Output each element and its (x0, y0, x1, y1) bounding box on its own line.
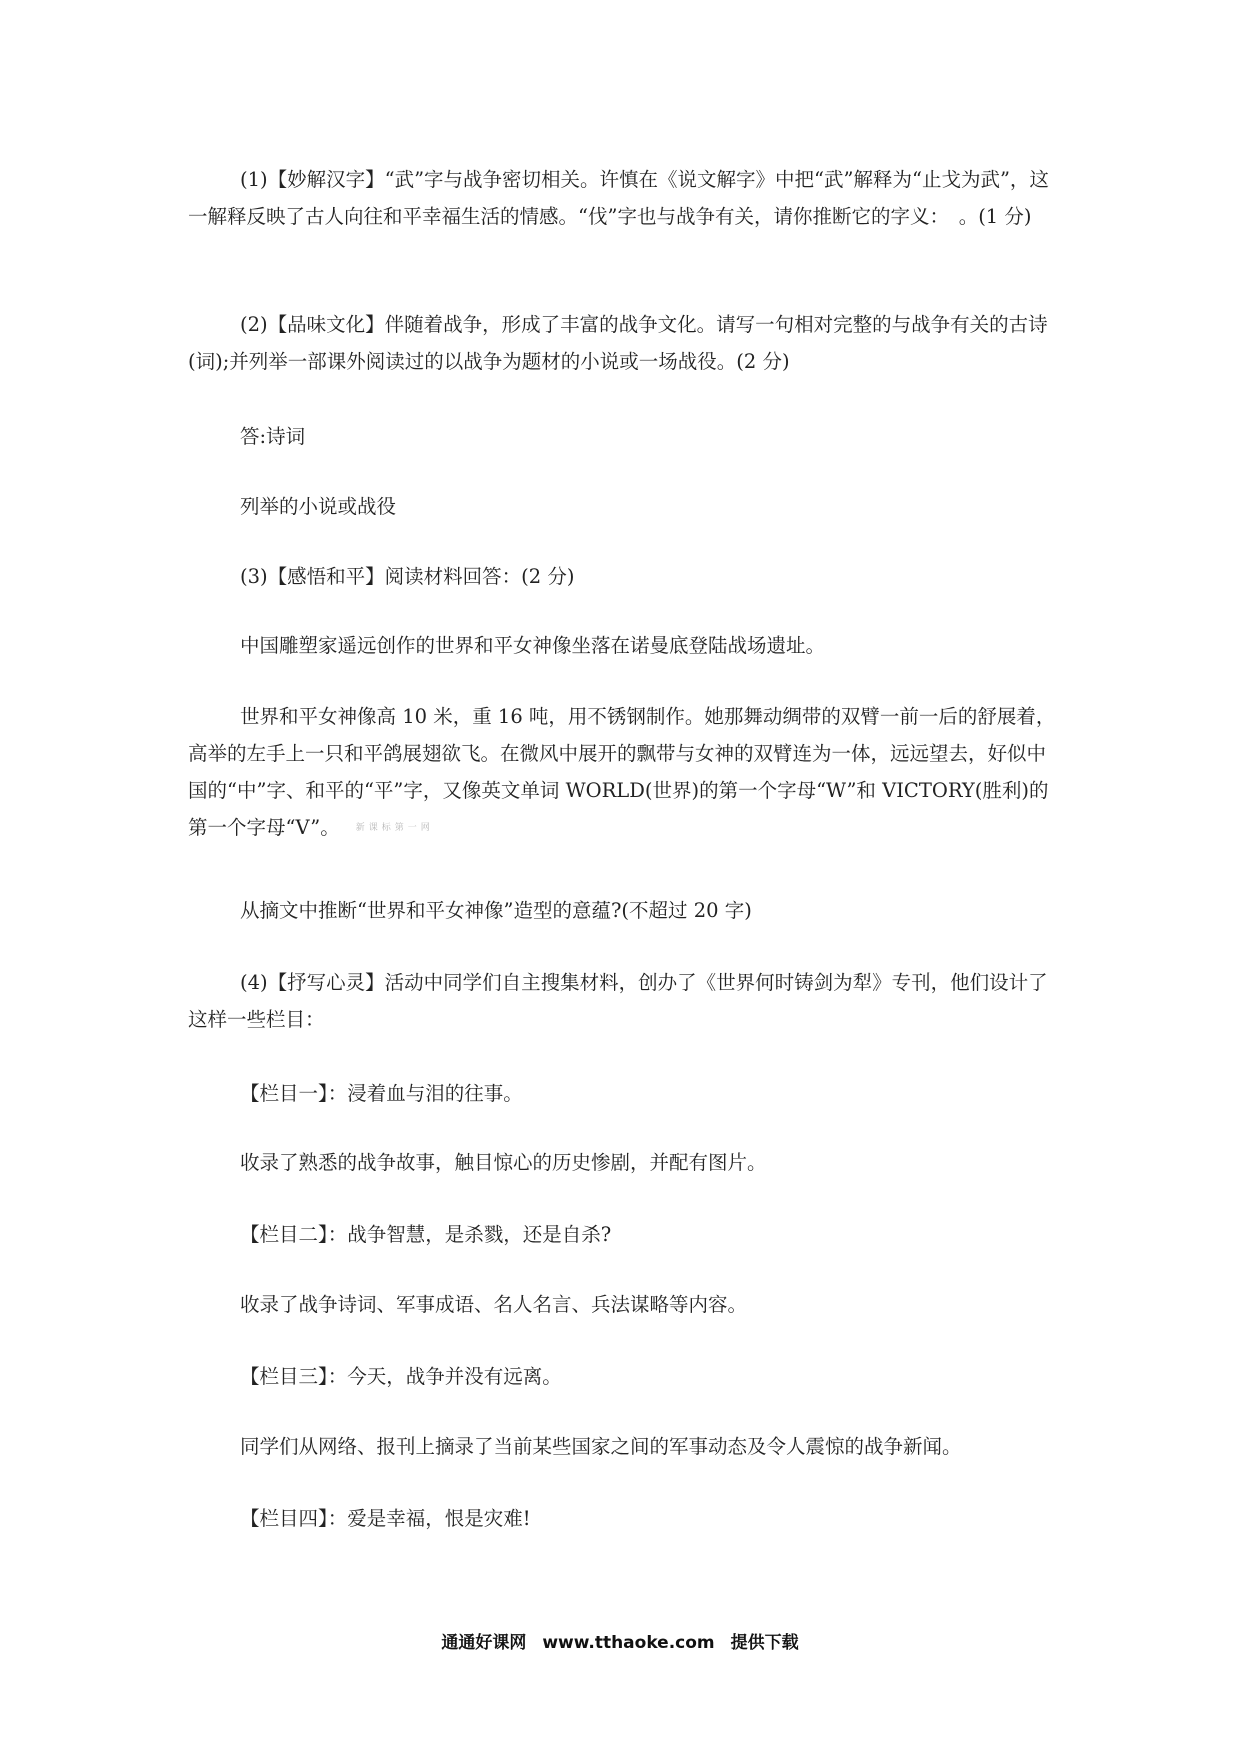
column-3-description: 同学们从网络、报刊上摘录了当前某些国家之间的军事动态及令人震惊的战争新闻。 (240, 1435, 962, 1458)
answer-novel-line: 列举的小说或战役 (240, 495, 397, 518)
footer-suffix: 提供下载 (730, 1633, 799, 1653)
column-2-title: 【栏目二】：战争智慧，是杀戮，还是自杀? (240, 1223, 612, 1246)
page-footer (0, 1628, 1240, 1653)
question-3: (3)【感悟和平】阅读材料回答：(2 分) (240, 565, 575, 588)
watermark-text: 新课标第一网 (355, 823, 434, 833)
question-4: (4)【抒写心灵】活动中同学们自主搜集材料，创办了《世界何时铸剑为犁》专刊，他们设计了这样一些栏目： (188, 971, 1048, 1031)
question-3-prompt: 从摘文中推断“世界和平女神像”造型的意蕴?(不超过 20 字) (240, 899, 752, 922)
answer-poem-line: 答:诗词 (240, 425, 306, 448)
question-2: (2)【品味文化】伴随着战争，形成了丰富的战争文化。请写一句相对完整的与战争有关的古诗(词);并列举一部课外阅读过的以战争为题材的小说或一场战役。(2 分) (188, 313, 1048, 373)
column-4-title: 【栏目四】：爱是幸福，恨是灾难! (240, 1507, 531, 1530)
column-1-description: 收录了熟悉的战争故事，触目惊心的历史惨剧，并配有图片。 (240, 1151, 767, 1174)
column-3-title: 【栏目三】：今天，战争并没有远离。 (240, 1365, 562, 1388)
footer-site-name: 通通好课网 (441, 1633, 527, 1653)
material-paragraph-2-text: 世界和平女神像高 10 米，重 16 吨，用不锈钢制作。她那舞动绸带的双臂一前一后的舒展着，高举的左手上一只和平鸽展翅欲飞。在微风中展开的飘带与女神的双臂连为一体，远远望去，好似中国的“中”字、和平的“平”字，又像英文单词 WORLD(世界)的第一个字母“W”和 VICTORY(胜利)的第一个字母“V”。 (188, 705, 1056, 839)
material-paragraph-1: 中国雕塑家遥远创作的世界和平女神像坐落在诺曼底登陆战场遗址。 (240, 634, 826, 657)
question-1: (1)【妙解汉字】“武”字与战争密切相关。许慎在《说文解字》中把“武”解释为“止戈为武”，这一解释反映了古人向往和平幸福生活的情感。“伐”字也与战争有关，请你推断它的字义： 。(1 分) (188, 168, 1049, 228)
column-2-description: 收录了战争诗词、军事成语、名人名言、兵法谋略等内容。 (240, 1293, 748, 1316)
column-1-title: 【栏目一】：浸着血与泪的往事。 (240, 1082, 523, 1105)
material-paragraph-2 (188, 698, 1056, 847)
footer-url-link[interactable]: www.tthaoke.com (542, 1633, 715, 1653)
